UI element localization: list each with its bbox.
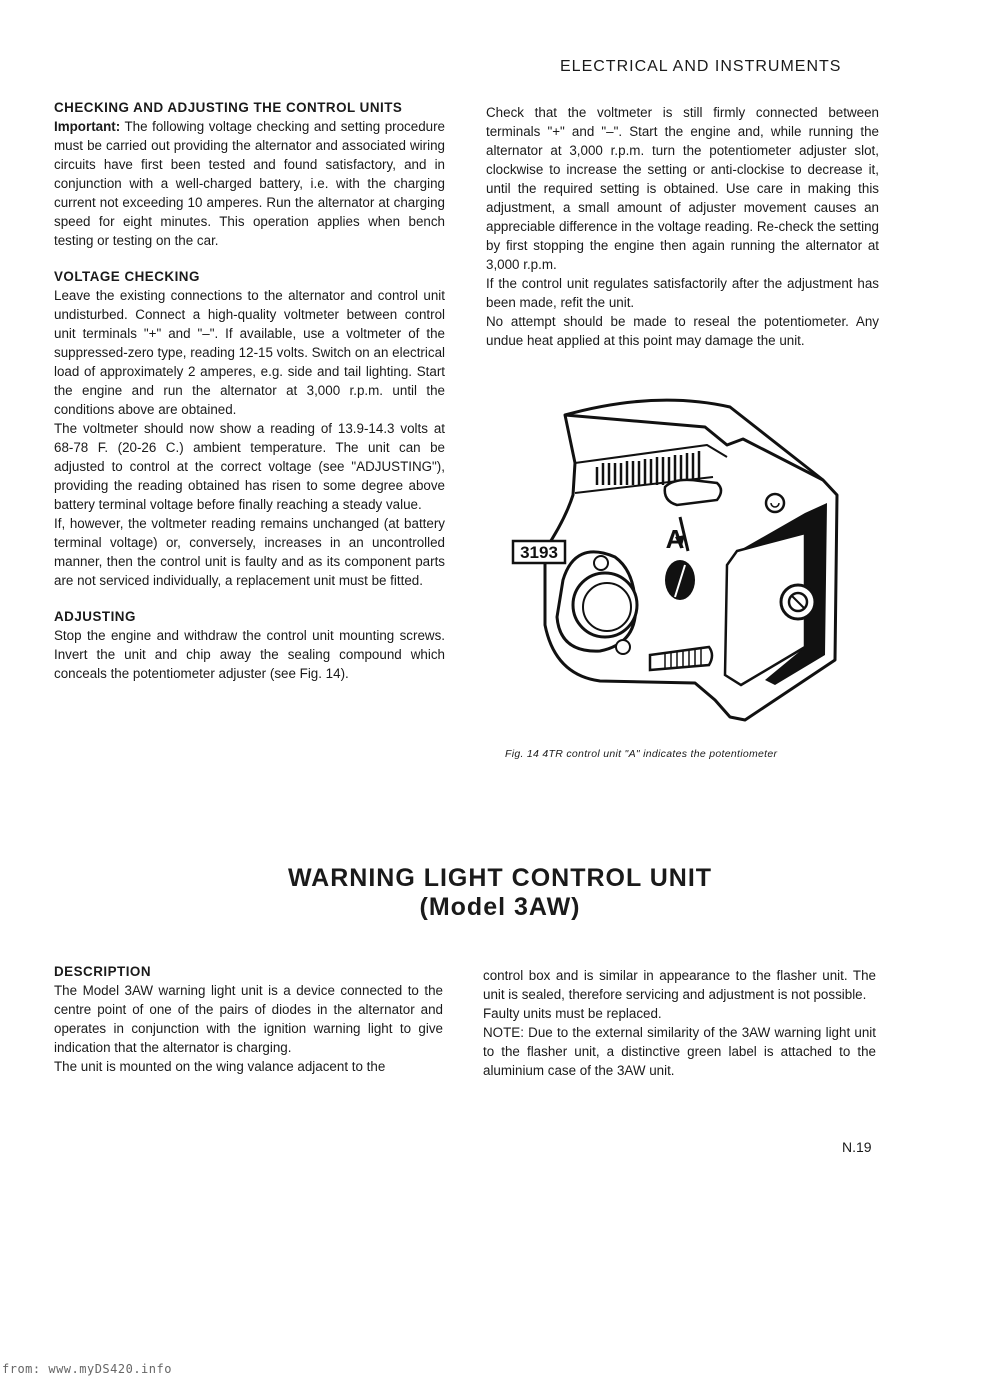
important-paragraph	[54, 117, 445, 250]
heading-adjusting: ADJUSTING	[54, 609, 136, 624]
important-label: Important:	[54, 119, 121, 134]
voltage-paragraph-3: If, however, the voltmeter reading remains unchanged (at battery terminal voltage) or, conversely, increases in an uncontrolled manner, then the control unit is faulty and as its component parts are not serviced individually, a replacement unit must be fitted.	[54, 516, 445, 588]
heading-description: DESCRIPTION	[54, 964, 152, 979]
potentiometer-marker-label: A	[665, 524, 685, 554]
description-paragraph-1: The Model 3AW warning light unit is a device connected to the centre point of one of the pairs of diodes in the alternator and operates in conjunction with the ignition warning light to give indication that the alternator is charging.	[54, 983, 443, 1055]
section-title-line-2: (Model 3AW)	[419, 893, 581, 921]
adjusting-paragraph: Stop the engine and withdraw the control unit mounting screws. Invert the unit and chip away the sealing compound which conceals the potentiometer adjuster (see Fig. 14).	[54, 628, 445, 681]
voltage-paragraph-1: Leave the existing connections to the alternator and control unit undisturbed. Connect a high-quality voltmeter between control unit terminals "+" and "–". If available, use a voltmeter of the suppressed-zero type, reading 12-15 volts. Switch on an electrical load of approximately 2 amperes, e.g. side and tail lighting. Start the engine and run the alternator at 3,000 r.p.m. until the conditions above are obtained.	[54, 288, 445, 417]
section-title-line-1: WARNING LIGHT CONTROL UNIT	[287, 864, 713, 892]
heading-voltage-checking: VOLTAGE CHECKING	[54, 269, 200, 284]
running-header: ELECTRICAL AND INSTRUMENTS	[560, 58, 842, 75]
heading-checking-adjusting: CHECKING AND ADJUSTING THE CONTROL UNITS	[54, 100, 403, 115]
important-text: The following voltage checking and setting procedure must be carried out providing the alternator and associated wiring circuits have first been tested and found satisfactory, and in conjunction with a well-charged battery, i.e. with the charging current not exceeding 10 amperes. Run the alternator at charging speed for eight minutes. This operation applies when bench testing or testing on the car.	[54, 119, 445, 248]
figure-caption: Fig. 14 4TR control unit "A" indicates the potentiometer	[505, 748, 778, 760]
control-unit-illustration	[505, 385, 855, 745]
left-column	[54, 98, 445, 683]
source-footer: from: www.myDS420.info	[2, 1362, 172, 1376]
description-left-column	[54, 962, 443, 1076]
description-right-column	[483, 966, 876, 1080]
right-column	[486, 103, 879, 350]
description-right-paragraph-2: Faulty units must be replaced.	[483, 1006, 662, 1021]
voltage-paragraph-2: The voltmeter should now show a reading of 13.9-14.3 volts at 68-78 F. (20-26 C.) ambient temperature. The unit can be adjusted to control at the correct voltage (see "ADJUSTING"), providing the reading obtained has risen to some degree above battery terminal voltage before finally reaching a steady value.	[54, 421, 445, 512]
right-paragraph-2: If the control unit regulates satisfactorily after the adjustment has been made, refit the unit.	[486, 276, 879, 310]
description-paragraph-2: The unit is mounted on the wing valance adjacent to the	[54, 1059, 386, 1074]
page-number: N.19	[842, 1139, 872, 1155]
right-paragraph-3: No attempt should be made to reseal the potentiometer. Any undue heat applied at this point may damage the unit.	[486, 314, 879, 348]
right-paragraph-1: Check that the voltmeter is still firmly connected between terminals "+" and "–". Start the engine and, while running the alternator at 3,000 r.p.m. turn the potentiometer adjuster slot, clockwise to increase the setting or anti-clockise to decrease it, until the required setting is obtained. Use care in making this adjustment, a small amount of adjuster movement causes an appreciable difference in the voltage reading. Re-check the setting by first stopping the engine then again running the alternator at 3,000 r.p.m.	[486, 105, 879, 272]
description-right-paragraph-1: control box and is similar in appearance to the flasher unit. The unit is sealed, therefore servicing and adjustment is not possible.	[483, 968, 876, 1002]
figure-reference-number: 3193	[520, 543, 558, 562]
description-note: NOTE: Due to the external similarity of the 3AW warning light unit to the flasher unit, a distinctive green label is attached to the aluminium case of the 3AW unit.	[483, 1025, 876, 1078]
section-title	[150, 864, 850, 922]
